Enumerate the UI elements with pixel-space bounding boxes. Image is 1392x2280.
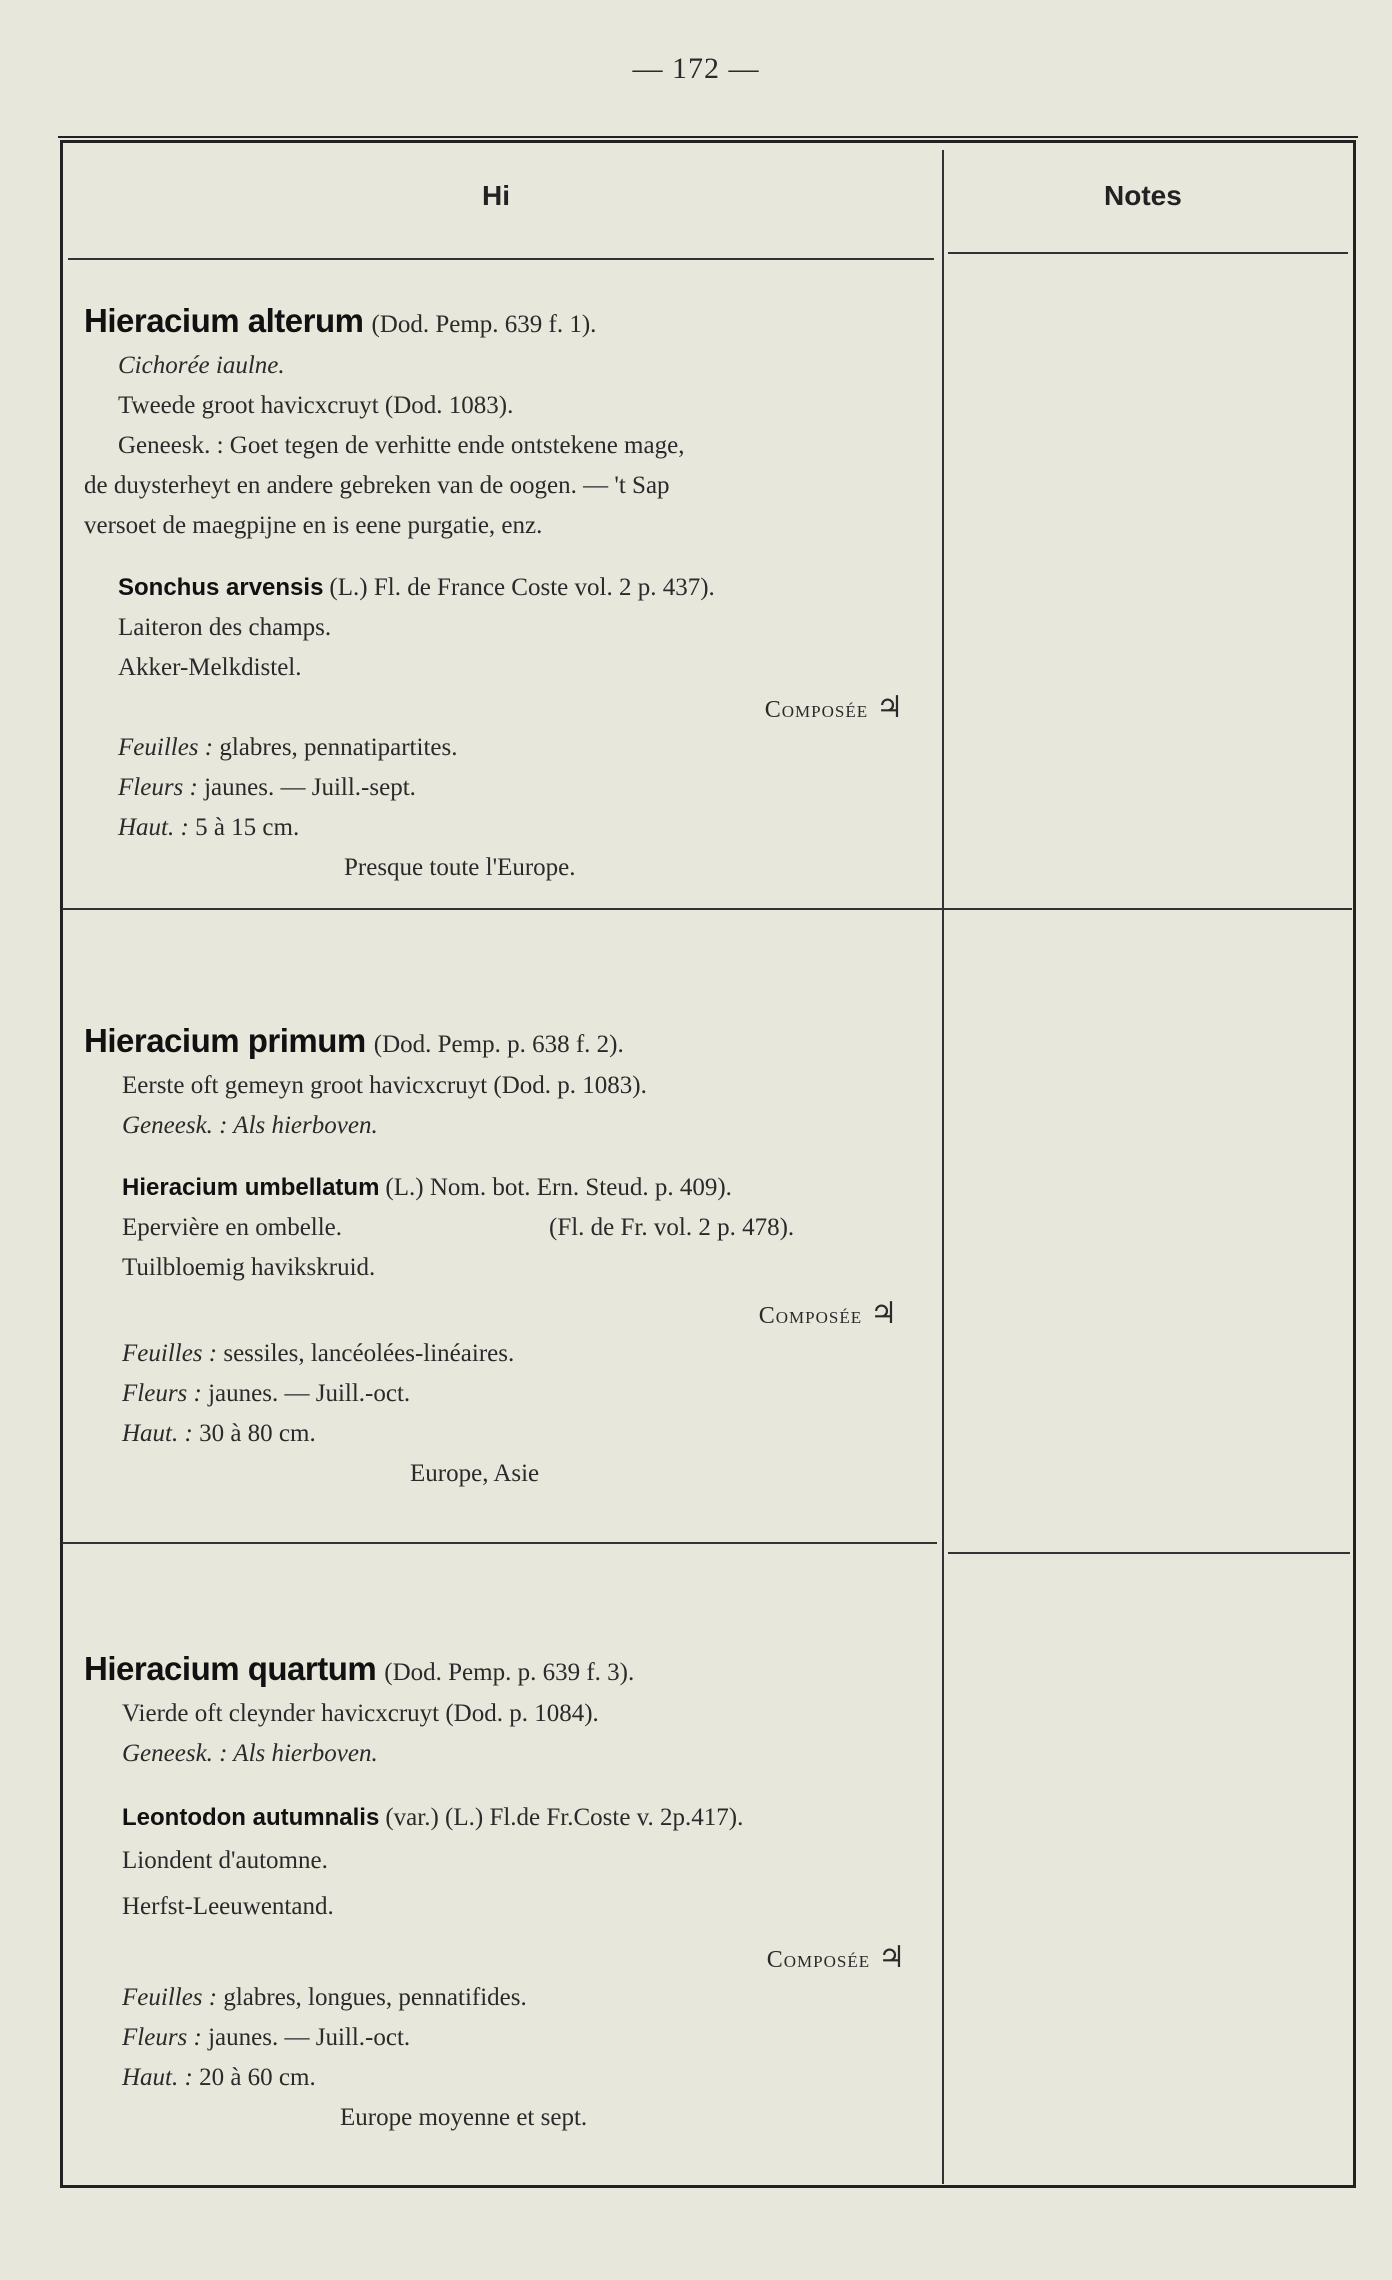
column-header-hi: Hi — [482, 180, 510, 211]
perennial-symbol: ♃ — [870, 1297, 898, 1330]
synonym-heading — [84, 1168, 934, 1208]
entry-line: Geneesk. : Als hierboven. — [122, 1112, 378, 1139]
feuilles-line: Feuilles : glabres, longues, pennatifides. — [122, 1984, 527, 2011]
entry-line: de duysterheyt en andere gebreken van de oogen. — 't Sap — [84, 472, 670, 499]
page-number: — 172 — — [632, 52, 760, 85]
entry-line: Geneesk. : Als hierboven. — [122, 1740, 378, 1767]
entry-line: Eerste oft gemeyn groot havicxcruyt (Dod. p. 1083). — [122, 1072, 647, 1099]
family-line — [84, 1294, 934, 1334]
synonym-line: Epervière en ombelle. (Fl. de Fr. vol. 2 p. 478). — [84, 1208, 934, 1248]
fleurs-line: Fleurs : jaunes. — Juill.-sept. — [118, 774, 416, 801]
synonym-line: Herfst-Leeuwentand. — [122, 1893, 334, 1920]
synonym-line: Tuilbloemig havikskruid. — [122, 1254, 376, 1281]
family-label: Composée ♃ — [764, 691, 904, 724]
family-line — [84, 688, 934, 728]
synonym-reference: (var.) (L.) Fl.de Fr.Coste v. 2p.417). — [385, 1804, 744, 1831]
family-label: Composée ♃ — [758, 1297, 898, 1330]
synonym-heading — [84, 1798, 934, 1838]
fleurs-line: Fleurs : jaunes. — Juill.-oct. — [122, 2024, 411, 2051]
top-rule — [58, 136, 1358, 138]
row-divider-2-right — [948, 1552, 1350, 1554]
header-rule-left — [68, 258, 934, 260]
perennial-symbol: ♃ — [876, 691, 904, 724]
entry-hieracium-alterum — [84, 296, 934, 888]
synonym-line: Liondent d'automne. — [122, 1847, 328, 1874]
entry-title: Hieracium primum — [84, 1022, 366, 1059]
entry-title: Hieracium quartum — [84, 1650, 377, 1687]
synonym-line: Akker-Melkdistel. — [118, 654, 302, 681]
entry-line: Tweede groot havicxcruyt (Dod. 1083). — [118, 392, 514, 419]
column-divider — [942, 150, 944, 2184]
entry-heading — [84, 1016, 934, 1066]
synonym-reference: (L.) Fl. de France Coste vol. 2 p. 437). — [329, 574, 715, 601]
synonym-name: Hieracium umbellatum — [122, 1174, 380, 1201]
entry-line: versoet de maegpijne en is eene purgatie, enz. — [84, 512, 543, 539]
synonym-reference: (L.) Nom. bot. Ern. Steud. p. 409). — [385, 1174, 732, 1201]
perennial-symbol: ♃ — [878, 1941, 906, 1974]
haut-line: Haut. : 30 à 80 cm. — [122, 1420, 316, 1447]
synonym-line-reference: (Fl. de Fr. vol. 2 p. 478). — [549, 1214, 795, 1241]
synonym-name: Sonchus arvensis — [118, 574, 324, 601]
header-rule-right — [948, 252, 1348, 254]
entry-hieracium-primum — [84, 1016, 934, 1494]
entry-line: Geneesk. : Goet tegen de verhitte ende ontstekene mage, — [118, 432, 685, 459]
entry-line: Cichorée iaulne. — [118, 352, 285, 379]
entry-reference: (Dod. Pemp. p. 639 f. 3). — [384, 1659, 635, 1686]
haut-line: Haut. : 5 à 15 cm. — [118, 814, 300, 841]
synonym-name: Leontodon autumnalis — [122, 1804, 380, 1831]
synonym-heading — [84, 568, 934, 608]
entry-heading — [84, 1644, 934, 1694]
feuilles-line: Feuilles : glabres, pennatipartites. — [118, 734, 458, 761]
family-label: Composée ♃ — [766, 1941, 906, 1974]
distribution: Europe, Asie — [410, 1460, 540, 1487]
row-divider-1 — [62, 908, 1352, 910]
entry-reference: (Dod. Pemp. p. 638 f. 2). — [373, 1031, 624, 1058]
haut-line: Haut. : 20 à 60 cm. — [122, 2064, 316, 2091]
entry-heading — [84, 296, 934, 346]
synonym-line: Laiteron des champs. — [118, 614, 332, 641]
distribution: Europe moyenne et sept. — [340, 2104, 588, 2131]
row-divider-2-left — [62, 1542, 937, 1544]
entry-hieracium-quartum — [84, 1644, 934, 2138]
entry-title: Hieracium alterum — [84, 302, 364, 339]
entry-line: Vierde oft cleynder havicxcruyt (Dod. p. 1084). — [122, 1700, 599, 1727]
family-line — [84, 1938, 934, 1978]
entry-reference: (Dod. Pemp. 639 f. 1). — [371, 311, 597, 338]
feuilles-line: Feuilles : sessiles, lancéolées-linéaires. — [122, 1340, 515, 1367]
distribution: Presque toute l'Europe. — [344, 854, 576, 881]
column-header-notes: Notes — [1104, 180, 1182, 211]
fleurs-line: Fleurs : jaunes. — Juill.-oct. — [122, 1380, 411, 1407]
